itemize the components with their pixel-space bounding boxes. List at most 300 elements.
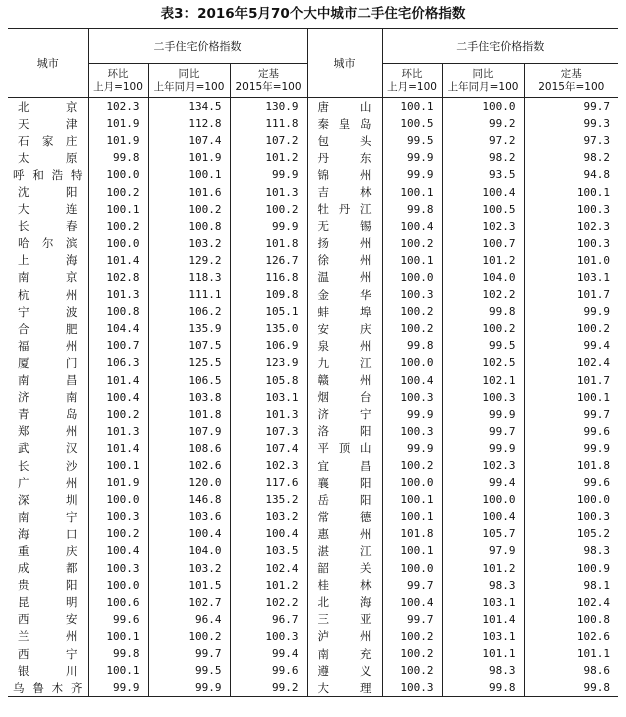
yoy-value: 99.9 <box>442 406 524 423</box>
mom-value: 106.3 <box>88 354 148 371</box>
base-value: 99.4 <box>230 645 307 662</box>
yoy-value: 98.3 <box>442 662 524 679</box>
yoy-value: 103.1 <box>442 594 524 611</box>
city-name: 襄 阳 <box>307 474 382 491</box>
yoy-value: 100.0 <box>442 98 524 116</box>
yoy-value: 135.9 <box>148 320 230 337</box>
yoy-value: 105.7 <box>442 525 524 542</box>
base-value: 101.2 <box>230 577 307 594</box>
base-value: 99.9 <box>524 303 618 320</box>
city-name: 韶 关 <box>307 560 382 577</box>
base-value: 100.1 <box>524 183 618 200</box>
base-value: 98.2 <box>524 149 618 166</box>
table-row <box>8 525 618 542</box>
table-row <box>8 440 618 457</box>
base-value: 99.6 <box>230 662 307 679</box>
mom-value: 99.8 <box>382 201 442 218</box>
city-name: 烟 台 <box>307 389 382 406</box>
base-value: 100.2 <box>524 320 618 337</box>
mom-value: 100.6 <box>88 594 148 611</box>
city-name: 重 庆 <box>18 543 78 558</box>
mom-value: 100.3 <box>382 389 442 406</box>
base-value: 103.1 <box>230 389 307 406</box>
city-name: 泉 州 <box>307 337 382 354</box>
base-value: 105.8 <box>230 372 307 389</box>
city-name: 太 原 <box>18 150 78 165</box>
base-value: 100.2 <box>230 201 307 218</box>
city-name: 包 头 <box>307 132 382 149</box>
city-name: 泸 州 <box>307 628 382 645</box>
city-name: 桂 林 <box>307 577 382 594</box>
mom-value: 99.9 <box>382 440 442 457</box>
city-name: 福 州 <box>18 338 78 353</box>
mom-value: 100.2 <box>382 235 442 252</box>
yoy-value: 102.3 <box>442 457 524 474</box>
mom-value: 100.0 <box>88 166 148 183</box>
mom-value: 100.1 <box>88 628 148 645</box>
mom-value: 99.8 <box>382 337 442 354</box>
base-value: 96.7 <box>230 611 307 628</box>
mom-value: 100.2 <box>88 525 148 542</box>
city-name: 大 理 <box>307 679 382 697</box>
base-value: 105.2 <box>524 525 618 542</box>
base-value: 100.9 <box>524 560 618 577</box>
mom-value: 100.1 <box>382 183 442 200</box>
base-value: 130.9 <box>230 98 307 116</box>
city-name: 长 沙 <box>18 458 78 473</box>
table-row <box>8 594 618 611</box>
mom-value: 102.3 <box>88 98 148 116</box>
table-row <box>8 252 618 269</box>
base-value: 102.3 <box>230 457 307 474</box>
city-name: 成 都 <box>18 561 78 576</box>
city-name: 平顶山 <box>307 440 382 457</box>
price-index-table <box>8 28 618 697</box>
city-name: 北 海 <box>307 594 382 611</box>
yoy-value: 100.2 <box>148 201 230 218</box>
yoy-value: 100.5 <box>442 201 524 218</box>
yoy-value: 108.6 <box>148 440 230 457</box>
table-body <box>8 98 618 697</box>
city-name: 赣 州 <box>307 372 382 389</box>
yoy-value: 100.0 <box>442 491 524 508</box>
base-value: 99.9 <box>230 218 307 235</box>
mom-value: 101.9 <box>88 474 148 491</box>
table-row <box>8 183 618 200</box>
mom-value: 100.7 <box>88 337 148 354</box>
base-value: 100.8 <box>524 611 618 628</box>
city-name: 呼和浩特 <box>13 167 83 182</box>
yoy-value: 99.8 <box>442 679 524 697</box>
table-row <box>8 115 618 132</box>
base-value: 111.8 <box>230 115 307 132</box>
yoy-value: 97.9 <box>442 542 524 559</box>
city-name: 南 昌 <box>18 373 78 388</box>
index-group-header-right: 二手住宅价格指数 <box>382 29 618 64</box>
mom-value: 100.1 <box>88 457 148 474</box>
yoy-value: 106.5 <box>148 372 230 389</box>
mom-value: 100.0 <box>88 491 148 508</box>
mom-value: 100.2 <box>382 320 442 337</box>
base-value: 135.0 <box>230 320 307 337</box>
city-name: 吉 林 <box>307 183 382 200</box>
mom-value: 100.2 <box>88 183 148 200</box>
base-value: 102.4 <box>230 560 307 577</box>
mom-value: 100.0 <box>382 474 442 491</box>
mom-value: 100.3 <box>382 679 442 697</box>
base-value: 99.7 <box>524 406 618 423</box>
city-header-right: 城市 <box>307 29 382 98</box>
yoy-value: 118.3 <box>148 269 230 286</box>
yoy-value: 99.7 <box>442 423 524 440</box>
city-name: 杭 州 <box>18 287 78 302</box>
yoy-header-right: 同比 上年同月=100 <box>442 64 524 98</box>
mom-value: 101.8 <box>382 525 442 542</box>
base-value: 99.7 <box>524 98 618 116</box>
table-row <box>8 235 618 252</box>
city-name: 石家庄 <box>18 133 78 148</box>
mom-header-left: 环比 上月=100 <box>88 64 148 98</box>
yoy-value: 120.0 <box>148 474 230 491</box>
yoy-value: 98.3 <box>442 577 524 594</box>
yoy-value: 101.5 <box>148 577 230 594</box>
city-name: 厦 门 <box>18 355 78 370</box>
city-name: 宁 波 <box>18 304 78 319</box>
base-value: 99.9 <box>524 440 618 457</box>
yoy-value: 100.2 <box>442 320 524 337</box>
table-row <box>8 286 618 303</box>
base-value: 103.1 <box>524 269 618 286</box>
yoy-value: 99.2 <box>442 115 524 132</box>
table-row <box>8 269 618 286</box>
mom-value: 101.4 <box>88 252 148 269</box>
city-name: 济 南 <box>18 390 78 405</box>
table-title: 表3：2016年5月70个大中城市二手住宅价格指数 <box>160 6 466 22</box>
yoy-value: 97.2 <box>442 132 524 149</box>
mom-value: 100.2 <box>88 218 148 235</box>
base-value: 101.2 <box>230 149 307 166</box>
city-name: 长 春 <box>18 219 78 234</box>
city-name: 西 安 <box>18 612 78 627</box>
yoy-value: 99.8 <box>442 303 524 320</box>
yoy-value: 134.5 <box>148 98 230 116</box>
city-name: 贵 阳 <box>18 578 78 593</box>
mom-value: 100.1 <box>382 252 442 269</box>
mom-value: 101.3 <box>88 286 148 303</box>
city-name: 广 州 <box>18 475 78 490</box>
base-value: 123.9 <box>230 354 307 371</box>
yoy-value: 100.3 <box>442 389 524 406</box>
mom-value: 100.2 <box>382 662 442 679</box>
table-row <box>8 679 618 697</box>
yoy-value: 102.7 <box>148 594 230 611</box>
city-name: 安 庆 <box>307 320 382 337</box>
base-value: 116.8 <box>230 269 307 286</box>
yoy-value: 100.8 <box>148 218 230 235</box>
city-name: 昆 明 <box>18 595 78 610</box>
city-name: 岳 阳 <box>307 491 382 508</box>
mom-value: 99.9 <box>382 166 442 183</box>
table-row <box>8 474 618 491</box>
mom-value: 100.2 <box>382 628 442 645</box>
yoy-value: 106.2 <box>148 303 230 320</box>
yoy-value: 96.4 <box>148 611 230 628</box>
yoy-value: 99.5 <box>442 337 524 354</box>
yoy-value: 102.3 <box>442 218 524 235</box>
city-name: 常 德 <box>307 508 382 525</box>
base-value: 99.2 <box>230 679 307 697</box>
base-value: 100.1 <box>524 389 618 406</box>
yoy-value: 101.9 <box>148 149 230 166</box>
base-value: 100.0 <box>524 491 618 508</box>
table-row <box>8 628 618 645</box>
mom-value: 101.9 <box>88 115 148 132</box>
city-name: 锦 州 <box>307 166 382 183</box>
table-row <box>8 320 618 337</box>
yoy-value: 101.1 <box>442 645 524 662</box>
table-row <box>8 406 618 423</box>
yoy-value: 99.4 <box>442 474 524 491</box>
base-value: 102.2 <box>230 594 307 611</box>
mom-value: 100.5 <box>382 115 442 132</box>
mom-value: 100.3 <box>382 286 442 303</box>
table-row <box>8 560 618 577</box>
yoy-value: 102.1 <box>442 372 524 389</box>
mom-value: 99.5 <box>382 132 442 149</box>
mom-value: 101.3 <box>88 423 148 440</box>
city-name: 乌鲁木齐 <box>8 679 88 697</box>
mom-value: 100.1 <box>382 491 442 508</box>
base-value: 99.3 <box>524 115 618 132</box>
mom-value: 100.4 <box>382 218 442 235</box>
base-value: 97.3 <box>524 132 618 149</box>
mom-value: 100.1 <box>88 662 148 679</box>
mom-value: 100.1 <box>382 508 442 525</box>
city-header-left: 城市 <box>36 56 59 70</box>
mom-value: 100.3 <box>382 423 442 440</box>
city-name: 金 华 <box>307 286 382 303</box>
mom-value: 100.8 <box>88 303 148 320</box>
city-name: 徐 州 <box>307 252 382 269</box>
mom-value: 101.9 <box>88 132 148 149</box>
base-value: 100.3 <box>230 628 307 645</box>
yoy-value: 93.5 <box>442 166 524 183</box>
mom-value: 99.9 <box>382 406 442 423</box>
mom-value: 101.4 <box>88 440 148 457</box>
base-value: 98.6 <box>524 662 618 679</box>
base-value: 107.4 <box>230 440 307 457</box>
yoy-value: 100.4 <box>442 183 524 200</box>
city-name: 济 宁 <box>307 406 382 423</box>
base-value: 101.1 <box>524 645 618 662</box>
table-row <box>8 662 618 679</box>
base-value: 117.6 <box>230 474 307 491</box>
base-value: 101.7 <box>524 286 618 303</box>
mom-value: 99.8 <box>88 149 148 166</box>
mom-value: 100.3 <box>88 508 148 525</box>
yoy-value: 103.2 <box>148 235 230 252</box>
yoy-value: 100.4 <box>148 525 230 542</box>
yoy-value: 107.4 <box>148 132 230 149</box>
table-row <box>8 508 618 525</box>
base-value: 99.4 <box>524 337 618 354</box>
city-name: 合 肥 <box>18 321 78 336</box>
mom-value: 99.7 <box>382 611 442 628</box>
base-value: 100.3 <box>524 508 618 525</box>
city-name: 郑 州 <box>18 424 78 439</box>
base-value: 101.3 <box>230 183 307 200</box>
yoy-value: 100.7 <box>442 235 524 252</box>
base-value: 126.7 <box>230 252 307 269</box>
mom-value: 100.4 <box>88 542 148 559</box>
city-name: 秦皇岛 <box>307 115 382 132</box>
base-value: 101.8 <box>524 457 618 474</box>
base-header-left: 定基 2015年=100 <box>230 64 307 98</box>
table-row <box>8 218 618 235</box>
city-name: 青 岛 <box>18 407 78 422</box>
city-name: 兰 州 <box>18 629 78 644</box>
base-value: 102.4 <box>524 594 618 611</box>
mom-value: 100.2 <box>88 406 148 423</box>
city-name: 沈 阳 <box>18 185 78 200</box>
table-row <box>8 337 618 354</box>
city-name: 九 江 <box>307 354 382 371</box>
yoy-value: 101.8 <box>148 406 230 423</box>
yoy-value: 112.8 <box>148 115 230 132</box>
city-name: 哈尔滨 <box>18 236 78 251</box>
mom-value: 99.9 <box>88 679 148 697</box>
city-name: 扬 州 <box>307 235 382 252</box>
yoy-value: 99.5 <box>148 662 230 679</box>
yoy-value: 104.0 <box>148 542 230 559</box>
base-value: 102.4 <box>524 354 618 371</box>
yoy-value: 107.9 <box>148 423 230 440</box>
city-name: 西 宁 <box>18 646 78 661</box>
base-value: 107.2 <box>230 132 307 149</box>
mom-value: 100.1 <box>382 98 442 116</box>
base-value: 102.3 <box>524 218 618 235</box>
city-name: 天 津 <box>18 116 78 131</box>
yoy-value: 100.1 <box>148 166 230 183</box>
mom-value: 100.2 <box>382 303 442 320</box>
city-name: 海 口 <box>18 526 78 541</box>
table-row <box>8 98 618 116</box>
yoy-value: 102.5 <box>442 354 524 371</box>
table-row <box>8 166 618 183</box>
base-value: 99.9 <box>230 166 307 183</box>
yoy-value: 129.2 <box>148 252 230 269</box>
yoy-value: 125.5 <box>148 354 230 371</box>
city-name: 深 圳 <box>18 492 78 507</box>
base-value: 102.6 <box>524 628 618 645</box>
yoy-value: 101.4 <box>442 611 524 628</box>
city-name: 牡丹江 <box>307 201 382 218</box>
mom-value: 100.1 <box>382 542 442 559</box>
base-value: 94.8 <box>524 166 618 183</box>
table-row <box>8 372 618 389</box>
mom-value: 100.4 <box>88 389 148 406</box>
city-name: 丹 东 <box>307 149 382 166</box>
yoy-header-left: 同比 上年同月=100 <box>148 64 230 98</box>
yoy-value: 99.9 <box>148 679 230 697</box>
city-name: 三 亚 <box>307 611 382 628</box>
city-name: 北 京 <box>18 99 78 114</box>
city-name: 遵 义 <box>307 662 382 679</box>
city-name: 银 川 <box>18 663 78 678</box>
table-row <box>8 542 618 559</box>
table-row <box>8 611 618 628</box>
yoy-value: 99.7 <box>148 645 230 662</box>
yoy-value: 103.1 <box>442 628 524 645</box>
mom-value: 100.4 <box>382 372 442 389</box>
table-header <box>8 29 618 98</box>
index-group-header-left: 二手住宅价格指数 <box>88 29 307 64</box>
yoy-value: 101.2 <box>442 252 524 269</box>
city-name: 武 汉 <box>18 441 78 456</box>
mom-value: 100.2 <box>382 645 442 662</box>
table-row <box>8 645 618 662</box>
base-value: 103.5 <box>230 542 307 559</box>
base-value: 109.8 <box>230 286 307 303</box>
yoy-value: 103.2 <box>148 560 230 577</box>
city-name: 温 州 <box>307 269 382 286</box>
mom-value: 104.4 <box>88 320 148 337</box>
city-name: 无 锡 <box>307 218 382 235</box>
table-row <box>8 303 618 320</box>
city-name: 唐 山 <box>307 98 382 116</box>
yoy-value: 101.6 <box>148 183 230 200</box>
table-row <box>8 423 618 440</box>
base-value: 106.9 <box>230 337 307 354</box>
base-value: 99.6 <box>524 423 618 440</box>
mom-header-right: 环比 上月=100 <box>382 64 442 98</box>
yoy-value: 103.6 <box>148 508 230 525</box>
mom-value: 100.0 <box>382 269 442 286</box>
yoy-value: 102.6 <box>148 457 230 474</box>
yoy-value: 111.1 <box>148 286 230 303</box>
table-row <box>8 577 618 594</box>
table-row <box>8 491 618 508</box>
base-value: 100.3 <box>524 235 618 252</box>
mom-value: 100.0 <box>88 235 148 252</box>
mom-value: 102.8 <box>88 269 148 286</box>
city-name: 蚌 埠 <box>307 303 382 320</box>
base-header-right: 定基 2015年=100 <box>524 64 618 98</box>
mom-value: 99.8 <box>88 645 148 662</box>
city-name: 湛 江 <box>307 542 382 559</box>
mom-value: 101.4 <box>88 372 148 389</box>
yoy-value: 101.2 <box>442 560 524 577</box>
table-row <box>8 201 618 218</box>
mom-value: 100.1 <box>88 201 148 218</box>
city-name: 南 宁 <box>18 509 78 524</box>
base-value: 99.8 <box>524 679 618 697</box>
mom-value: 100.0 <box>88 577 148 594</box>
mom-value: 100.4 <box>382 594 442 611</box>
yoy-value: 146.8 <box>148 491 230 508</box>
base-value: 135.2 <box>230 491 307 508</box>
city-name: 南 充 <box>307 645 382 662</box>
base-value: 98.3 <box>524 542 618 559</box>
city-name: 大 连 <box>18 202 78 217</box>
mom-value: 100.2 <box>382 457 442 474</box>
city-name: 惠 州 <box>307 525 382 542</box>
yoy-value: 107.5 <box>148 337 230 354</box>
mom-value: 100.0 <box>382 560 442 577</box>
city-name: 上 海 <box>18 253 78 268</box>
yoy-value: 100.2 <box>148 628 230 645</box>
base-value: 101.7 <box>524 372 618 389</box>
